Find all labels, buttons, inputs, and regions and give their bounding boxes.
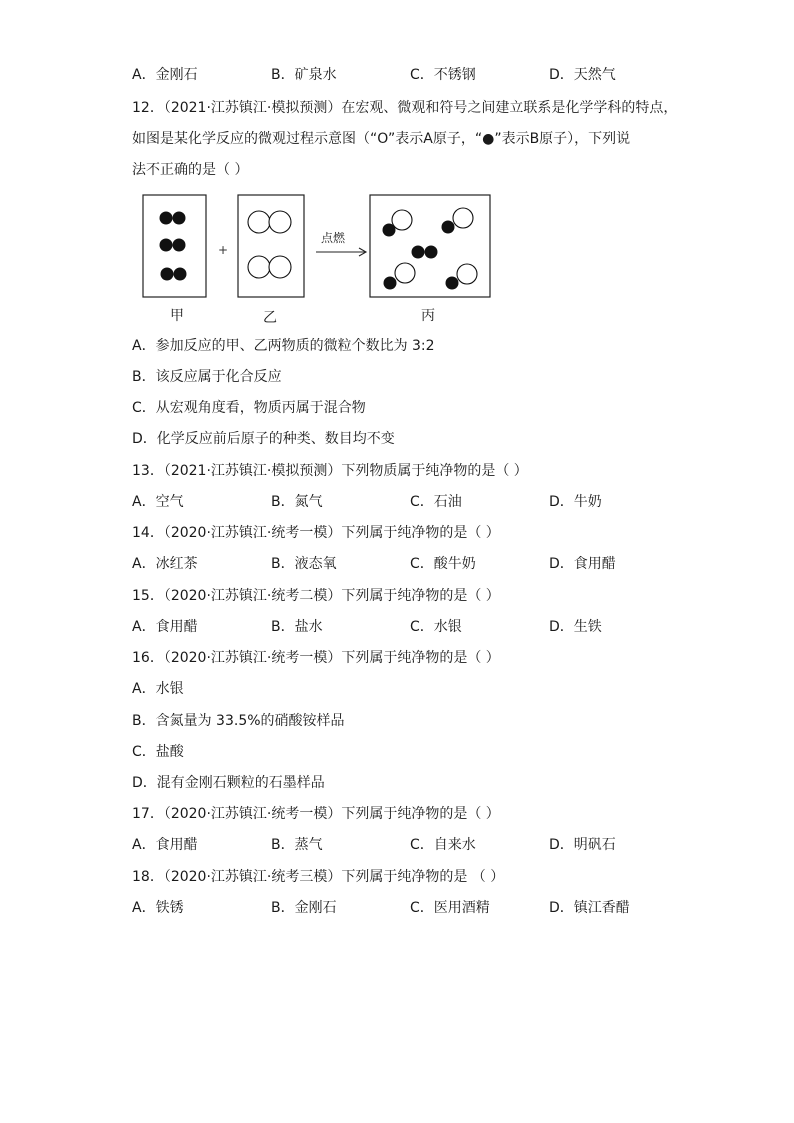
q18-option-d: D．镇江香醋 [549, 900, 630, 916]
label-jia: 甲 [170, 308, 184, 324]
q16-option-b: B．含氮量为 33.5%的硝酸铵样品 [132, 713, 345, 729]
q17-option-b: B．蒸气 [271, 837, 323, 853]
q16-stem: 16．（2020·江苏镇江·统考一模）下列属于纯净物的是（ ） [132, 650, 500, 666]
label-bing: 丙 [421, 308, 435, 324]
q14-options [132, 554, 692, 574]
q17-option-d: D．明矾石 [549, 837, 616, 853]
q12-stem-line3: 法不正确的是（ ） [132, 162, 249, 178]
plus-sign: + [218, 243, 229, 257]
q17-option-a: A．食用醋 [132, 837, 198, 853]
q18-options [132, 898, 692, 918]
q18-option-c: C．医用酒精 [410, 900, 490, 916]
q15-stem: 15．（2020·江苏镇江·统考二模）下列属于纯净物的是（ ） [132, 588, 500, 604]
q14-option-d: D．食用醋 [549, 556, 616, 572]
q16-option-a: A．水银 [132, 681, 184, 697]
q18-option-a: A．铁锈 [132, 900, 184, 916]
q13-stem: 13．（2021·江苏镇江·模拟预测）下列物质属于纯净物的是（ ） [132, 463, 528, 479]
q11-options [132, 65, 692, 85]
q17-stem: 17．（2020·江苏镇江·统考一模）下列属于纯净物的是（ ） [132, 806, 500, 822]
q15-option-a: A．食用醋 [132, 619, 198, 635]
q16-option-d: D．混有金刚石颗粒的石墨样品 [132, 775, 325, 791]
q11-option-b: B．矿泉水 [271, 67, 337, 83]
q13-option-d: D．牛奶 [549, 494, 602, 510]
label-yi: 乙 [263, 310, 277, 326]
q15-options [132, 617, 692, 637]
q17-options [132, 835, 692, 855]
q14-option-c: C．酸牛奶 [410, 556, 476, 572]
bing-molecules [383, 208, 478, 290]
q15-option-d: D．生铁 [549, 619, 602, 635]
reaction-diagram [140, 192, 500, 327]
yi-molecules [248, 211, 291, 278]
q12-stem-line1: 12．（2021·江苏镇江·模拟预测）在宏观、微观和符号之间建立联系是化学学科的特点， [132, 100, 678, 116]
q14-option-b: B．液态氧 [271, 556, 337, 572]
box-yi [238, 195, 304, 297]
q17-option-c: C．自来水 [410, 837, 476, 853]
q12-stem-line2: 如图是某化学反应的微观过程示意图（“O”表示A原子，“●”表示B原子），下列说 [132, 131, 631, 147]
q15-option-b: B．盐水 [271, 619, 323, 635]
jia-molecules [160, 212, 187, 281]
q14-stem: 14．（2020·江苏镇江·统考一模）下列属于纯净物的是（ ） [132, 525, 500, 541]
q13-option-b: B．氮气 [271, 494, 323, 510]
q18-stem: 18．（2020·江苏镇江·统考三模）下列属于纯净物的是 （ ） [132, 869, 505, 885]
q12-option-b: B．该反应属于化合反应 [132, 369, 282, 385]
q14-option-a: A．冰红茶 [132, 556, 198, 572]
arrow-label: 点燃 [321, 231, 346, 245]
q13-option-a: A．空气 [132, 494, 184, 510]
reaction-diagram-svg [140, 192, 500, 302]
q13-options [132, 492, 692, 512]
q11-option-a: A．金刚石 [132, 67, 198, 83]
q15-option-c: C．水银 [410, 619, 462, 635]
q11-option-c: C．不锈钢 [410, 67, 476, 83]
q16-option-c: C．盐酸 [132, 744, 184, 760]
q18-option-b: B．金刚石 [271, 900, 337, 916]
q12-option-c: C．从宏观角度看，物质丙属于混合物 [132, 400, 366, 416]
q13-option-c: C．石油 [410, 494, 462, 510]
q12-option-d: D．化学反应前后原子的种类、数目均不变 [132, 431, 395, 447]
q12-option-a: A．参加反应的甲、乙两物质的微粒个数比为 3:2 [132, 338, 435, 354]
q11-option-d: D．天然气 [549, 67, 616, 83]
